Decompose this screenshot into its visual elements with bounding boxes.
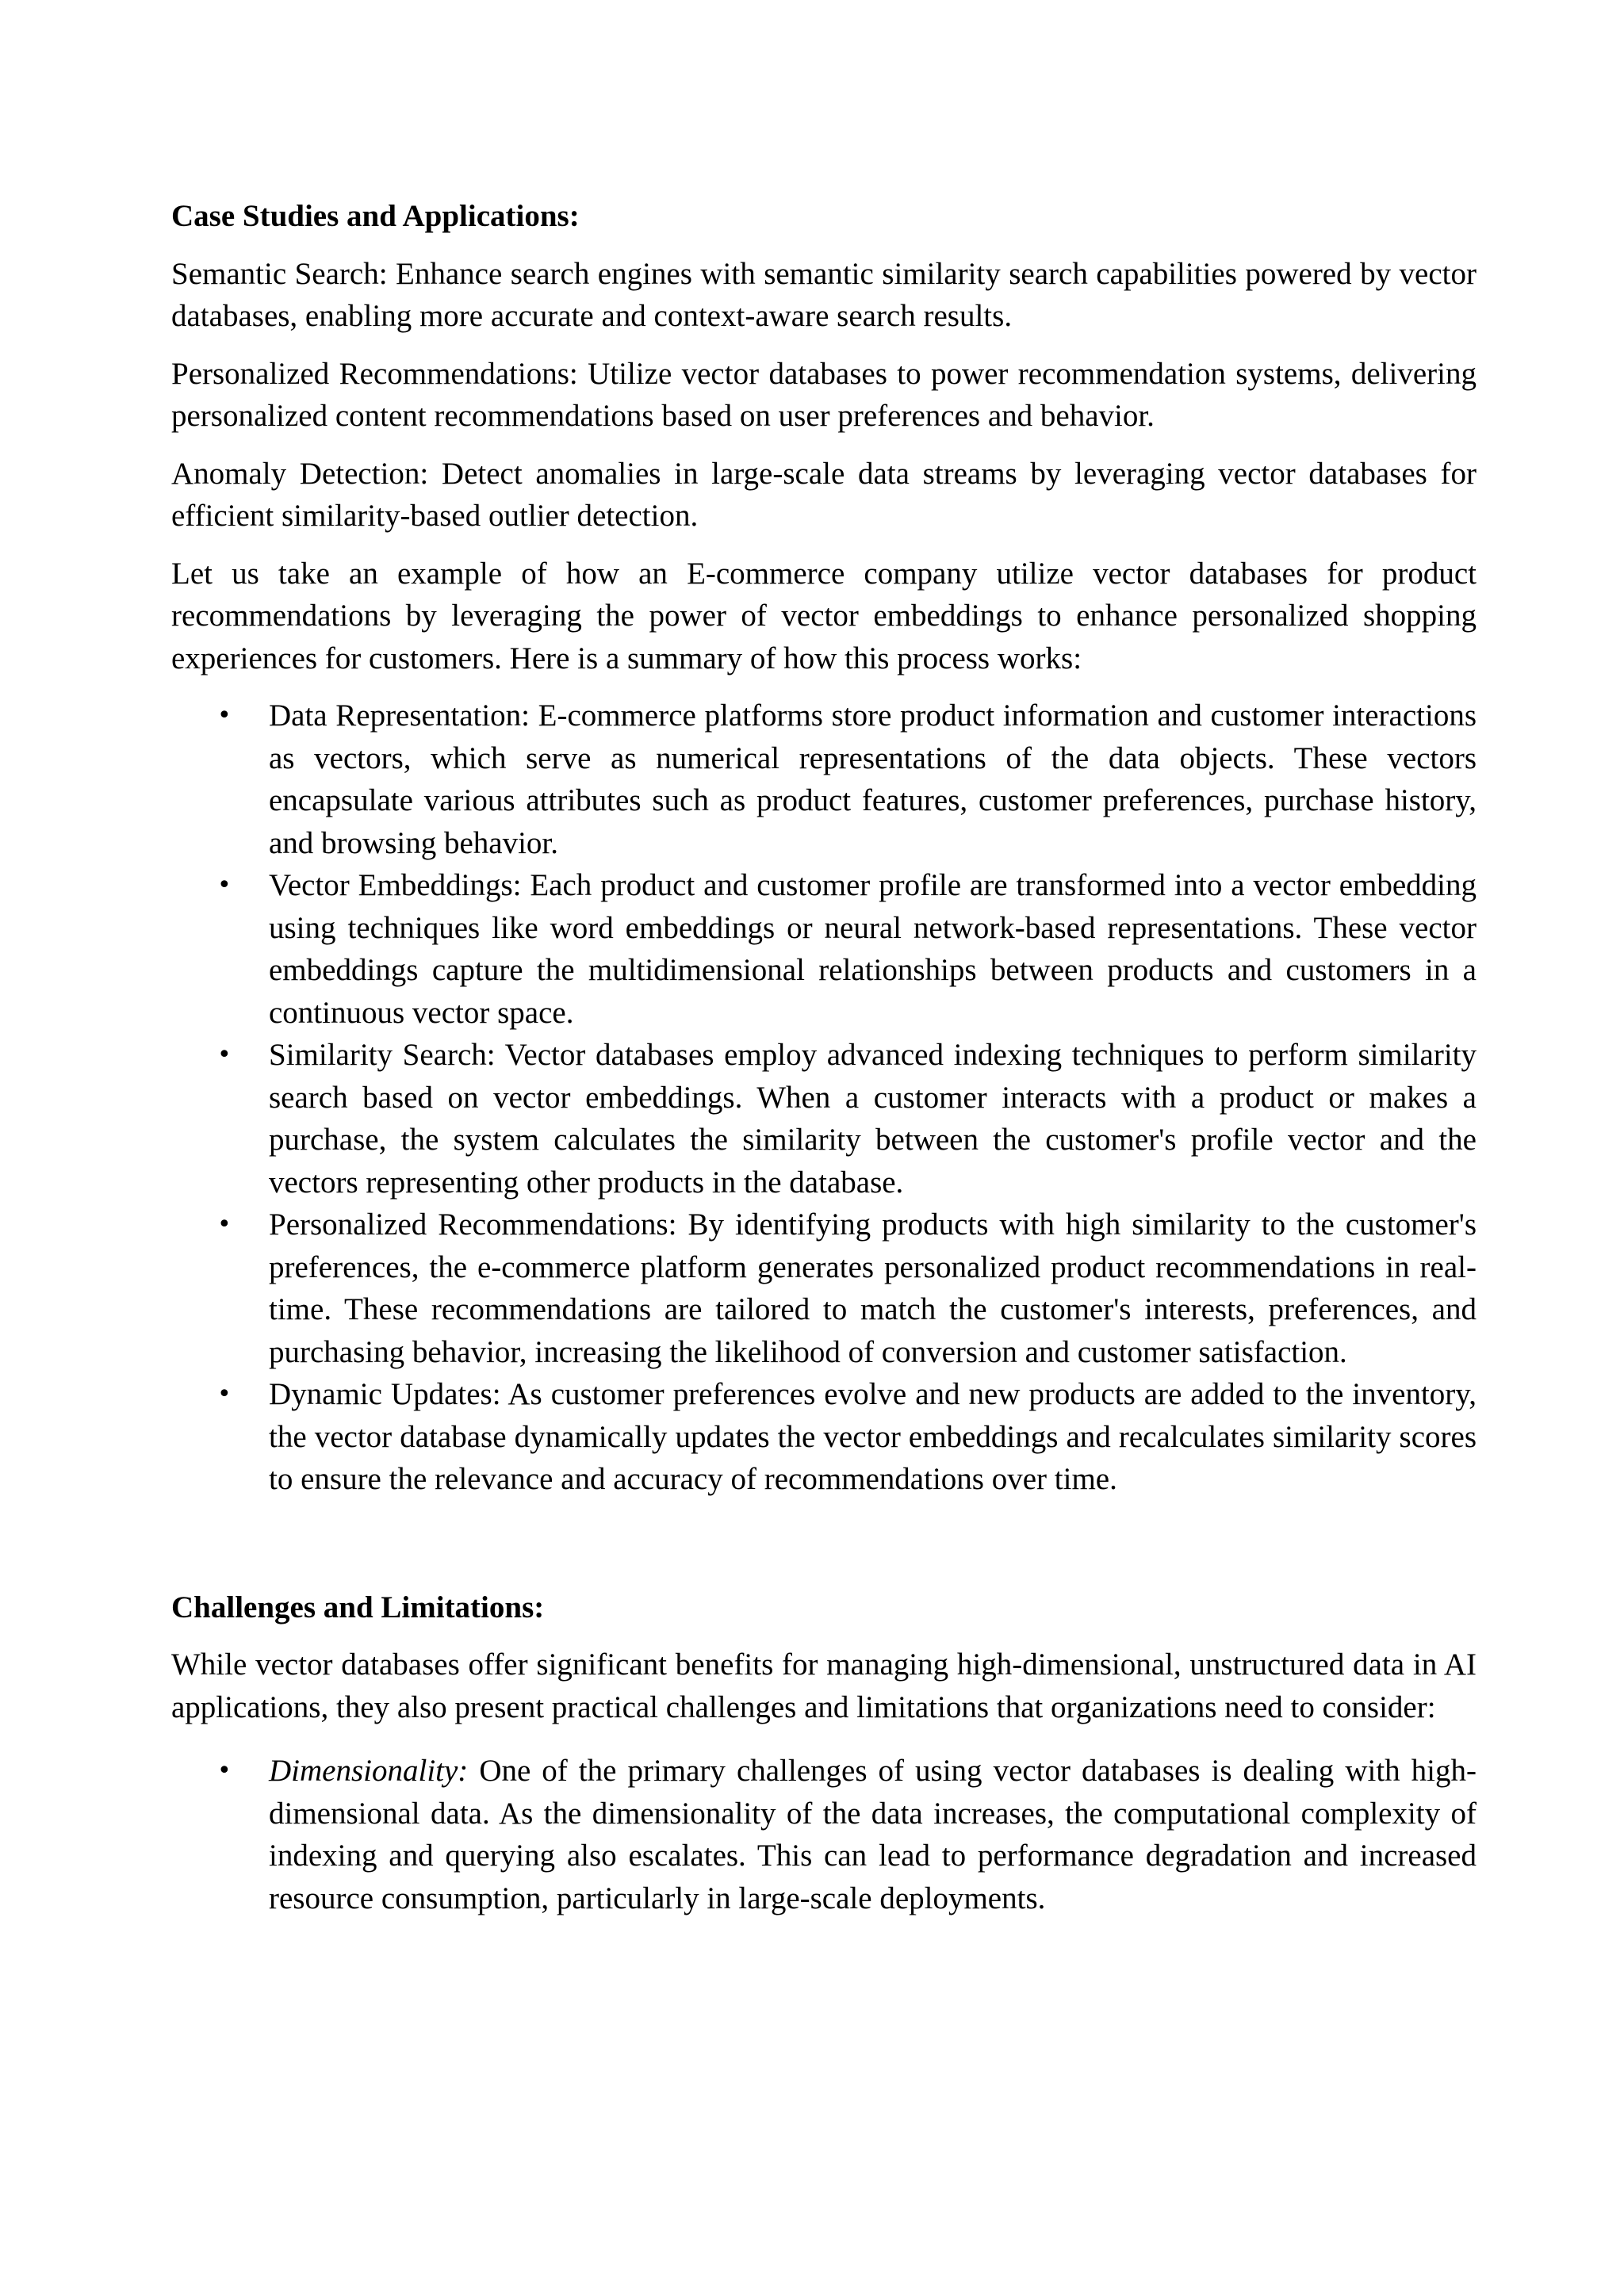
list-item bbox=[171, 1750, 1477, 1919]
bullet-icon: • bbox=[217, 871, 232, 899]
list-item bbox=[171, 1373, 1477, 1501]
bullet-icon: • bbox=[217, 1757, 232, 1785]
list-item bbox=[171, 695, 1477, 864]
list-item-text: Data Representation: E-commerce platforms store product information and customer interactions as vectors, which serve as numerical representations of the data objects. These vectors encapsulate various attributes such as product features, customer preferences, purchase history, and browsing behavior. bbox=[269, 698, 1477, 860]
bullet-icon: • bbox=[217, 1041, 232, 1069]
list-item-text: Dynamic Updates: As customer preferences evolve and new products are added to the inventory, the vector database dynamically updates the vector embeddings and recalculates similarity scores to ensure the relevance and accuracy of recommendations over time. bbox=[269, 1377, 1477, 1496]
list-item-term: Dimensionality: bbox=[269, 1754, 469, 1788]
list-item bbox=[171, 1034, 1477, 1203]
paragraph-challenges-intro: While vector databases offer significant benefits for managing high-dimensional, unstructured data in AI applications, they also present practical challenges and limitations that organizations need to consider: bbox=[171, 1647, 1477, 1724]
list-item bbox=[171, 864, 1477, 1034]
bullet-icon: • bbox=[217, 1380, 232, 1408]
paragraph-semantic-search: Semantic Search: Enhance search engines with semantic similarity search capabilities powered by vector databases, enabling more accurate and context-aware search results. bbox=[171, 256, 1477, 333]
list-spacer bbox=[171, 1743, 1477, 1750]
section-heading-challenges: Challenges and Limitations: bbox=[171, 1590, 545, 1624]
bullet-icon: • bbox=[217, 1211, 232, 1238]
section-spacer bbox=[171, 1501, 1477, 1586]
bullet-list-ecommerce-process bbox=[171, 695, 1477, 1501]
section-heading-case-studies: Case Studies and Applications: bbox=[171, 199, 580, 233]
list-item-text: Personalized Recommendations: By identifying products with high similarity to the customer's preferences, the e-commerce platform generates personalized product recommendations in real-time. These recommendations are tailored to match the customer's interests, preferences, and purchasing behavior, increasing the likelihood of conversion and customer satisfaction. bbox=[269, 1207, 1477, 1369]
paragraph-anomaly-detection: Anomaly Detection: Detect anomalies in large-scale data streams by leveraging vector databases for efficient similarity-based outlier detection. bbox=[171, 456, 1477, 533]
paragraph-personalized-recommendations: Personalized Recommendations: Utilize vector databases to power recommendation systems, delivering personalized content recommendations based on user preferences and behavior. bbox=[171, 356, 1477, 433]
bullet-list-challenges bbox=[171, 1750, 1477, 1919]
list-item-text: One of the primary challenges of using vector databases is dealing with high-dimensional data. As the dimensionality of the data increases, the computational complexity of indexing and querying also escalates. This can lead to performance degradation and increased resource consumption, particularly in large-scale deployments. bbox=[269, 1754, 1477, 1915]
paragraph-ecommerce-example: Let us take an example of how an E-commerce company utilize vector databases for product recommendations by leveraging the power of vector embeddings to enhance personalized shopping experiences for customers. Here is a summary of how this process works: bbox=[171, 556, 1477, 675]
list-item-text: Vector Embeddings: Each product and customer profile are transformed into a vector embedding using techniques like word embeddings or neural network-based representations. These vector embeddings capture the multidimensional relationships between products and customers in a continuous vector space. bbox=[269, 868, 1477, 1030]
list-item-text: Similarity Search: Vector databases employ advanced indexing techniques to perform similarity search based on vector embeddings. When a customer interacts with a product or makes a purchase, the system calculates the similarity between the customer's profile vector and the vectors representing other products in the database. bbox=[269, 1038, 1477, 1200]
bullet-icon: • bbox=[217, 702, 232, 729]
document-page bbox=[171, 195, 1477, 1919]
list-item bbox=[171, 1203, 1477, 1373]
